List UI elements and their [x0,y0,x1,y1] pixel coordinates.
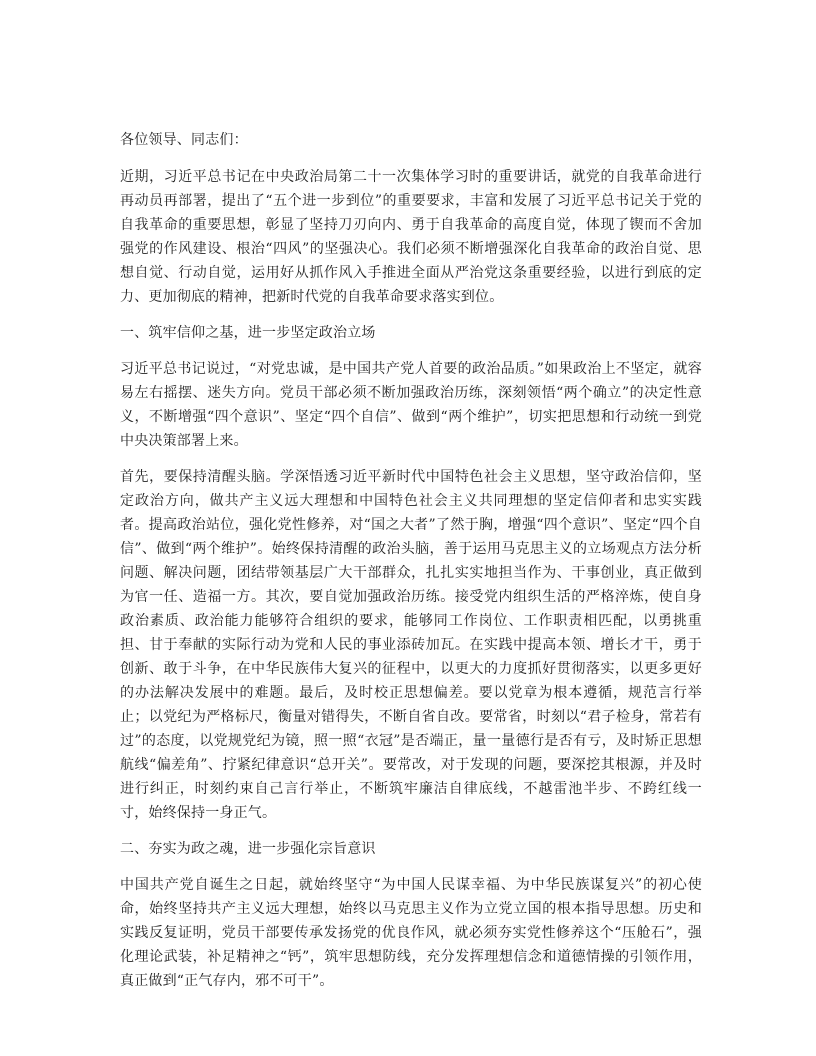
section-1-heading: 一、筑牢信仰之基，进一步坚定政治立场 [120,325,376,341]
section-1-paragraph-1: 习近平总书记说过，“对党忠诚，是中国共产党人首要的政治品质。”如果政治上不坚定，就容易左右摇摆、迷失方向。党员干部必须不断加强政治历练，深刻领悟“两个确立”的决定性意义，不断增强“四个意识”、坚定“四个自信”、做到“两个维护”，切实把思想和行动统一到党中央决策部署上来。 [120,361,702,449]
section-2-paragraph-1: 中国共产党自诞生之日起，就始终坚守“为中国人民谋幸福、为中华民族谋复兴”的初心使命，始终坚持共产主义远大理想，始终以马克思主义作为立党立国的根本指导思想。历史和实践反复证明，党员干部要传承发扬党的优良作风，就必须夯实党性修养这个“压舱石”，强化理论武装，补足精神之“钙”，筑牢思想防线，充分发挥理想信念和道德情操的引领作用，真正做到“正气存内，邪不可干”。 [120,877,702,989]
section-1-paragraph-2: 首先，要保持清醒头脑。学深悟透习近平新时代中国特色社会主义思想，坚守政治信仰，坚定政治方向，做共产主义远大理想和中国特色社会主义共同理想的坚定信仰者和忠实实践者。提高政治站位，强化党性修养，对“国之大者”了然于胸，增强“四个意识”、坚定“四个自信”、做到“两个维护”。始终保持清醒的政治头脑，善于运用马克思主义的立场观点方法分析问题、解决问题，团结带领基层广大干部群众，扎扎实实地担当作为、干事创业，真正做到为官一任、造福一方。其次，要自觉加强政治历练。接受党内组织生活的严格淬炼，使自身政治素质、政治能力能够符合组织的要求，能够同工作岗位、工作职责相匹配，以勇挑重担、甘于奉献的实际行动为党和人民的事业添砖加瓦。在实践中提高本领、增长才干，勇于创新、敢于斗争，在中华民族伟大复兴的征程中，以更大的力度抓好贯彻落实，以更多更好的办法解决发展中的难题。最后，及时校正思想偏差。要以党章为根本遵循，规范言行举止；以党纪为严格标尺，衡量对错得失，不断自省自改。要常省，时刻以“君子检身，常若有过”的态度，以党规党纪为镜，照一照“衣冠”是否端正，量一量德行是否有亏，及时矫正思想航线“偏差角”、拧紧纪律意识“总开关”。要常改，对于发现的问题，要深挖其根源，并及时进行纠正，时刻约束自己言行举止，不断筑牢廉洁自律底线，不越雷池半步、不跨红线一寸，始终保持一身正气。 [120,469,702,821]
intro-paragraph: 近期，习近平总书记在中央政治局第二十一次集体学习时的重要讲话，就党的自我革命进行再动员再部署，提出了“五个进一步到位”的重要要求，丰富和发展了习近平总书记关于党的自我革命的重要思想，彰显了坚持刀刃向内、勇于自我革命的高度自觉，体现了锲而不舍加强党的作风建设、根治“四风”的坚强决心。我们必须不断增强深化自我革命的政治自觉、思想自觉、行动自觉，运用好从抓作风入手推进全面从严治党这条重要经验，以进行到底的定力、更加彻底的精神，把新时代党的自我革命要求落实到位。 [120,169,702,305]
salutation: 各位领导、同志们： [120,132,248,148]
document-page [120,128,702,1005]
section-2-heading: 二、夯实为政之魂，进一步强化宗旨意识 [120,841,376,857]
